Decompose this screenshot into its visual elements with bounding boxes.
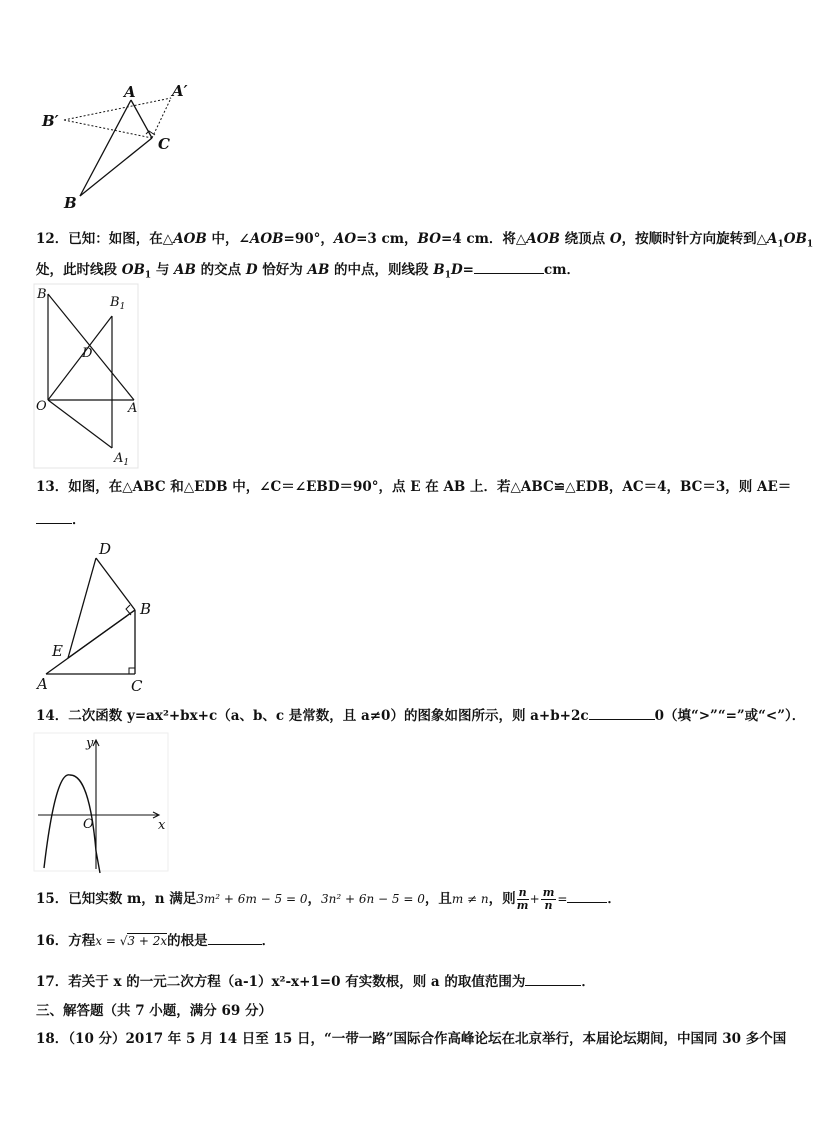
- answer-blank-15: [567, 888, 607, 903]
- sqrt-radicand: 3 + 2x: [127, 934, 168, 948]
- label-B-prime: B′: [42, 112, 59, 130]
- figure-q14: [34, 733, 174, 873]
- label-A-prime: A′: [172, 82, 188, 100]
- figure-q11: [36, 78, 216, 213]
- equation-m: 3m² + 6m − 5 = 0: [196, 892, 308, 906]
- section-3-heading: 三、解答题（共 7 小题，满分 69 分）: [36, 1003, 272, 1019]
- question-13-line-2: ．: [36, 509, 766, 530]
- label-C: C: [158, 135, 170, 153]
- label-B1: $B_1$: [110, 295, 126, 312]
- fraction-m-over-n: $\frac{m}{n}$: [542, 886, 555, 912]
- question-18-line: 18．（10 分）2017 年 5 月 14 日至 15 日，“一带一路”国际合作高峰论坛在北京举行，本届论坛期间，中国同 30 多个国: [36, 1031, 787, 1047]
- question-16-line: 16．方程x = √3 + 2x的根是 ．: [36, 930, 766, 951]
- answer-blank-12: [474, 259, 544, 274]
- label-B: B: [140, 600, 152, 618]
- question-14-line: 14．二次函数 y=ax²+bx+c（a、b、c 是常数，且 a≠0）的图象如图所示，则 a+b+2c 0（填“>”“=”或“<”）．: [36, 705, 766, 726]
- label-A: A: [128, 401, 138, 416]
- answer-blank-14: [589, 705, 655, 720]
- label-A: A: [37, 675, 48, 693]
- question-15-line: 15．已知实数 m，n 满足3m² + 6m − 5 = 0，3n² + 6n − 5 = 0，且m ≠ n，则 $\frac{n}{m}$ + $\frac{m}{n}$ = ．: [36, 886, 621, 912]
- figure-q13: [34, 538, 164, 698]
- label-A: A: [124, 83, 136, 101]
- answer-blank-17: [525, 971, 581, 986]
- label-y: y: [86, 736, 94, 751]
- label-E: E: [52, 642, 63, 660]
- question-13-line-1: 13．如图，在△ABC 和△EDB 中，∠C＝∠EBD＝90°，点 E 在 AB 上．若△ABC≌△EDB，AC＝4，BC＝3，则 AE＝: [36, 479, 792, 495]
- figure-q11-lines: [64, 98, 171, 196]
- label-B: B: [37, 287, 47, 302]
- figure-q12-lines: [48, 294, 134, 448]
- fraction-n-over-m: $\frac{n}{m}$: [516, 886, 529, 912]
- equation-n: 3n² + 6n − 5 = 0: [320, 892, 425, 906]
- label-D: D: [82, 346, 93, 361]
- question-12-line-2: 处，此时线段 $OB_1$ 与 AB 的交点 D 恰好为 AB 的中点，则线段 $B_1D=$ cm．: [36, 259, 766, 286]
- figure-q14-axes: [38, 740, 159, 869]
- label-C: C: [131, 677, 143, 695]
- label-B: B: [64, 194, 77, 212]
- sqrt-sign: √: [119, 934, 128, 948]
- answer-blank-13: [36, 509, 72, 524]
- answer-blank-16: [208, 930, 262, 945]
- label-x: x: [158, 818, 166, 833]
- label-A1: $A_1$: [114, 451, 130, 468]
- question-12-line-1: 12．已知：如图，在△AOB 中，∠AOB=90°，AO=3 cm，BO=4 cm．将△AOB 绕顶点 O，按顺时针方向旋转到$\triangle A_1OB_1$: [36, 231, 813, 250]
- figure-q12: [34, 284, 144, 468]
- label-O: O: [36, 399, 47, 414]
- label-O: O: [83, 817, 94, 832]
- question-17-line: 17．若关于 x 的一元二次方程（a-1）x²-x+1=0 有实数根，则 a 的取值范围为 ．: [36, 971, 766, 992]
- inequality-m-n: m ≠ n: [451, 892, 489, 906]
- label-D: D: [99, 540, 112, 558]
